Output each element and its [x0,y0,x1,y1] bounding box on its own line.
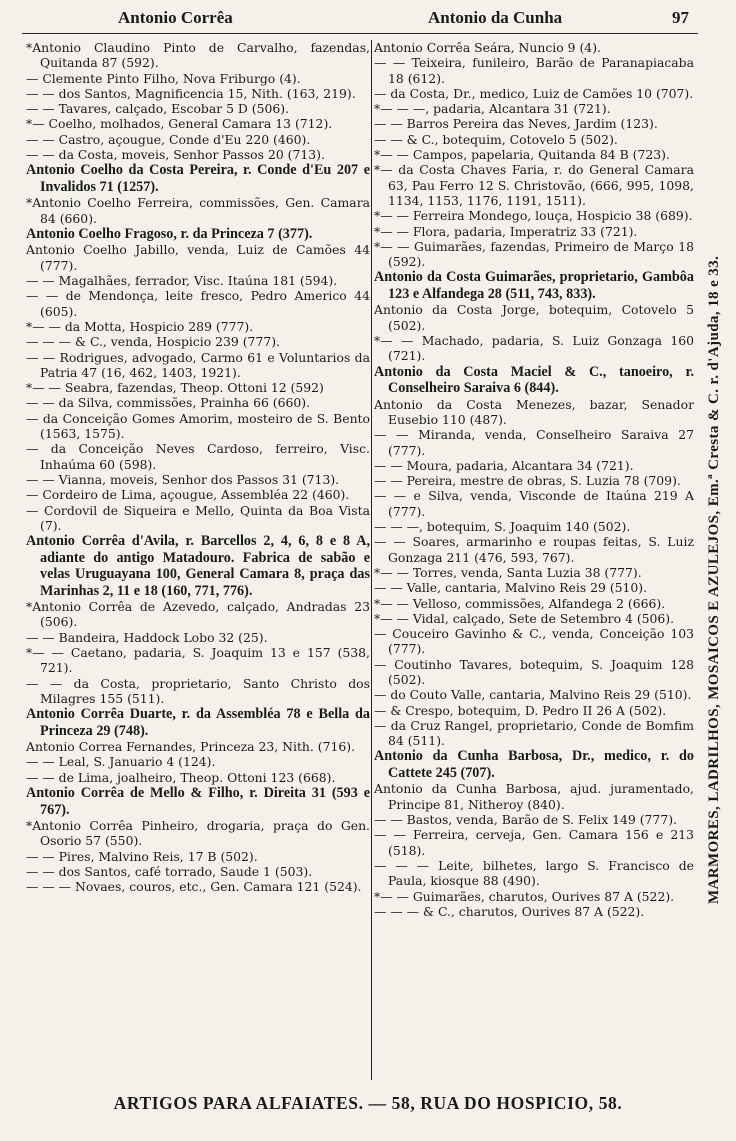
directory-entry: — Coutinho Tavares, botequim, S. Joaquim 128 (502). [374,656,694,687]
directory-entry: — — Bastos, venda, Barão de S. Felix 149 (777). [374,812,677,828]
directory-entry: — da Cruz Rangel, proprietario, Conde de Bomfim 84 (511). [374,717,694,749]
directory-entry-heading: Antonio da Costa Guimarães, proprietario, Gambôa 123 e Alfandega 28 (511, 743, 833). [374,269,694,302]
left-column [26,40,370,1080]
directory-entry: *Antonio Claudino Pinto de Carvalho, fazendas, Quitanda 87 (592). [26,40,370,71]
directory-entry-heading: Antonio da Cunha Barbosa, Dr., medico, r. do Cattete 245 (707). [374,748,694,781]
directory-entry: Antonio da Costa Jorge, botequim, Cotovelo 5 (502). [374,302,694,333]
directory-entry: *— — —, padaria, Alcantara 31 (721). [374,101,611,117]
directory-entry: — da Conceição Neves Cardoso, ferreiro, Visc. Inhaúma 60 (598). [26,441,370,472]
directory-entry: — — de Lima, joalheiro, Theop. Ottoni 123 (668). [26,769,336,785]
column-divider [371,40,372,1080]
directory-entry: — — e Silva, venda, Visconde de Itaúna 219 A (777). [374,488,694,519]
directory-entry: *— — Ferreira Mondego, louça, Hospicio 38 (689). [374,208,693,224]
header-left-guide-word: Antonio Corrêa [118,8,233,27]
directory-entry: *— — Vidal, calçado, Sete de Setembro 4 (506). [374,610,675,626]
directory-entry: — — Vianna, moveis, Senhor dos Passos 31 (713). [26,471,340,487]
directory-entry-heading: Antonio Coelho da Costa Pereira, r. Conde d'Eu 207 e Invalidos 71 (1257). [26,162,370,195]
directory-entry: — — — & C., charutos, Ourives 87 A (522). [374,903,645,919]
directory-entry: — — Tavares, calçado, Escobar 5 D (506). [26,101,290,117]
directory-entry: — — da Costa, moveis, Senhor Passos 20 (713). [26,147,325,163]
directory-entry: *— — Velloso, commissões, Alfandega 2 (666). [374,595,666,611]
directory-entry: — — — Novaes, couros, etc., Gen. Camara 121 (524). [26,879,362,895]
header-right-guide-word: Antonio da Cunha [428,8,563,27]
directory-entry: — — Teixeira, funileiro, Barão de Paranapiacaba 18 (612). [374,55,694,86]
directory-entry: *— da Costa Chaves Faria, r. do General Camara 63, Pau Ferro 12 S. Christovão, (666, 995, 1098, 1134, 1153, 1176, 1191, 1511). [374,162,694,208]
page-header [0,4,736,30]
directory-entry: — — — & C., venda, Hospicio 239 (777). [26,334,280,350]
directory-entry: *— — Torres, venda, Santa Luzia 38 (777). [374,564,642,580]
directory-entry: *— — da Motta, Hospicio 289 (777). [26,318,254,334]
directory-entry: Antonio Correa Fernandes, Princeza 23, Nith. (716). [26,739,356,755]
directory-entry: *Antonio Corrêa de Azevedo, calçado, Andradas 23 (506). [26,599,370,630]
directory-entry: — — Ferreira, cerveja, Gen. Camara 156 e 213 (518). [374,827,694,858]
directory-entry: — do Couto Valle, cantaria, Malvino Reis 29 (510). [374,687,692,703]
directory-entry-heading: Antonio Corrêa Duarte, r. da Assembléa 78 e Bella da Princeza 29 (748). [26,706,370,739]
directory-entry: *— — Seabra, fazendas, Theop. Ottoni 12 (592) [26,380,324,396]
directory-entry: *— — Flora, padaria, Imperatriz 33 (721). [374,223,638,239]
directory-entry: — & Crespo, botequim, D. Pedro II 26 A (502). [374,702,667,718]
directory-entry: — — Castro, açougue, Conde d'Eu 220 (460). [26,131,311,147]
directory-entry: — — Leal, S. Januario 4 (124). [26,754,216,770]
directory-entry: *Antonio Coelho Ferreira, commissões, Gen. Camara 84 (660). [26,195,370,226]
directory-entry: — — Valle, cantaria, Malvino Reis 29 (510). [374,580,648,596]
directory-entry: — — Pires, Malvino Reis, 17 B (502). [26,848,258,864]
directory-entry: — — Moura, padaria, Alcantara 34 (721). [374,457,634,473]
directory-entry: — — & C., botequim, Cotovelo 5 (502). [374,131,618,147]
directory-entry: *— — Guimarães, fazendas, Primeiro de Março 18 (592). [374,238,694,270]
directory-entry: *— — Machado, padaria, S. Luiz Gonzaga 160 (721). [374,333,694,364]
directory-entry: — — Barros Pereira das Neves, Jardim (123). [374,116,658,132]
header-rule [22,33,698,34]
directory-entry: — — Rodrigues, advogado, Carmo 61 e Voluntarios da Patria 47 (16, 462, 1403, 1921). [26,349,370,380]
footer-advertisement: ARTIGOS PARA ALFAIATES. — 58, RUA DO HOSPICIO, 58. [113,1093,623,1113]
directory-entry: — — Magalhães, ferrador, Visc. Itaúna 181 (594). [26,273,338,289]
directory-entry: Antonio Corrêa Seára, Nuncio 9 (4). [374,40,601,55]
directory-entry: — — da Costa, proprietario, Santo Christo dos Milagres 155 (511). [26,675,370,706]
directory-entry: *— — Campos, papelaria, Quitanda 84 B (723). [374,147,670,163]
directory-entry: — Clemente Pinto Filho, Nova Friburgo (4). [26,70,301,86]
directory-entry-heading: Antonio Corrêa de Mello & Filho, r. Direita 31 (593 e 767). [26,785,370,818]
directory-entry-heading: Antonio Coelho Fragoso, r. da Princeza 7 (377). [26,225,313,242]
directory-entry-heading: Antonio da Costa Maciel & C., tanoeiro, r. Conselheiro Saraiva 6 (844). [374,363,694,397]
directory-entry-heading: Antonio Corrêa d'Avila, r. Barcellos 2, 4, 6, 8 e 8 A, adiante do antigo Matadouro. Fabrica de sabão e velas Uruguayana 100, General Camara 8, praça das Marinhas 2, 11 e 18 (160, 771, 776). [26,533,370,599]
directory-entry: — Cordovil de Siqueira e Mello, Quinta da Boa Vista (7). [26,502,370,533]
directory-entry: — — Soares, armarinho e roupas feitas, S. Luiz Gonzaga 211 (476, 593, 767). [374,534,694,565]
directory-entry: Antonio da Cunha Barbosa, ajud. juramentado, Principe 81, Nitheroy (840). [374,781,694,812]
directory-entry: — — dos Santos, Magnificencia 15, Nith. (163, 219). [26,85,356,101]
directory-entry: — — — Leite, bilhetes, largo S. Francisco de Paula, kiosque 88 (490). [374,857,694,889]
directory-entry: — — da Silva, commissões, Prainha 66 (660). [26,395,311,411]
directory-entry: — — Miranda, venda, Conselheiro Saraiva 27 (777). [374,427,694,458]
directory-entry: — — —, botequim, S. Joaquim 140 (502). [374,519,631,535]
directory-entry: *— — Caetano, padaria, S. Joaquim 13 e 157 (538, 721). [26,645,370,676]
directory-entry: — — Pereira, mestre de obras, S. Luzia 78 (709). [374,473,681,489]
side-advertisement: MARMORES, LADRILHOS, MOSAICOS E AZULEJOS, Em.ª Cresta & C. r. d'Ajuda, 18 e 33. [706,255,722,905]
directory-entry: Antonio Coelho Jabillo, venda, Luiz de Camões 44 (777). [26,242,370,273]
directory-entry: — — Bandeira, Haddock Lobo 32 (25). [26,629,268,645]
directory-entry: — da Costa, Dr., medico, Luiz de Camões 10 (707). [374,85,694,101]
directory-entry: — — de Mendonça, leite fresco, Pedro Americo 44 (605). [26,288,370,319]
directory-entry: — da Conceição Gomes Amorim, mosteiro de S. Bento (1563, 1575). [26,410,370,442]
directory-entry: Antonio da Costa Menezes, bazar, Senador Eusebio 110 (487). [374,396,694,427]
directory-entry: *— Coelho, molhados, General Camara 13 (712). [26,116,333,132]
directory-entry: — — dos Santos, café torrado, Saude 1 (503). [26,863,313,879]
right-column [374,40,694,1080]
directory-entry: *— — Guimarães, charutos, Ourives 87 A (522). [374,888,675,904]
page-number: 97 [672,8,689,27]
directory-entry: — Cordeiro de Lima, açougue, Assembléa 22 (460). [26,487,350,503]
directory-entry: *Antonio Corrêa Pinheiro, drogaria, praça do Gen. Osorio 57 (550). [26,818,370,849]
directory-entry: — Couceiro Gavinho & C., venda, Conceição 103 (777). [374,626,694,657]
